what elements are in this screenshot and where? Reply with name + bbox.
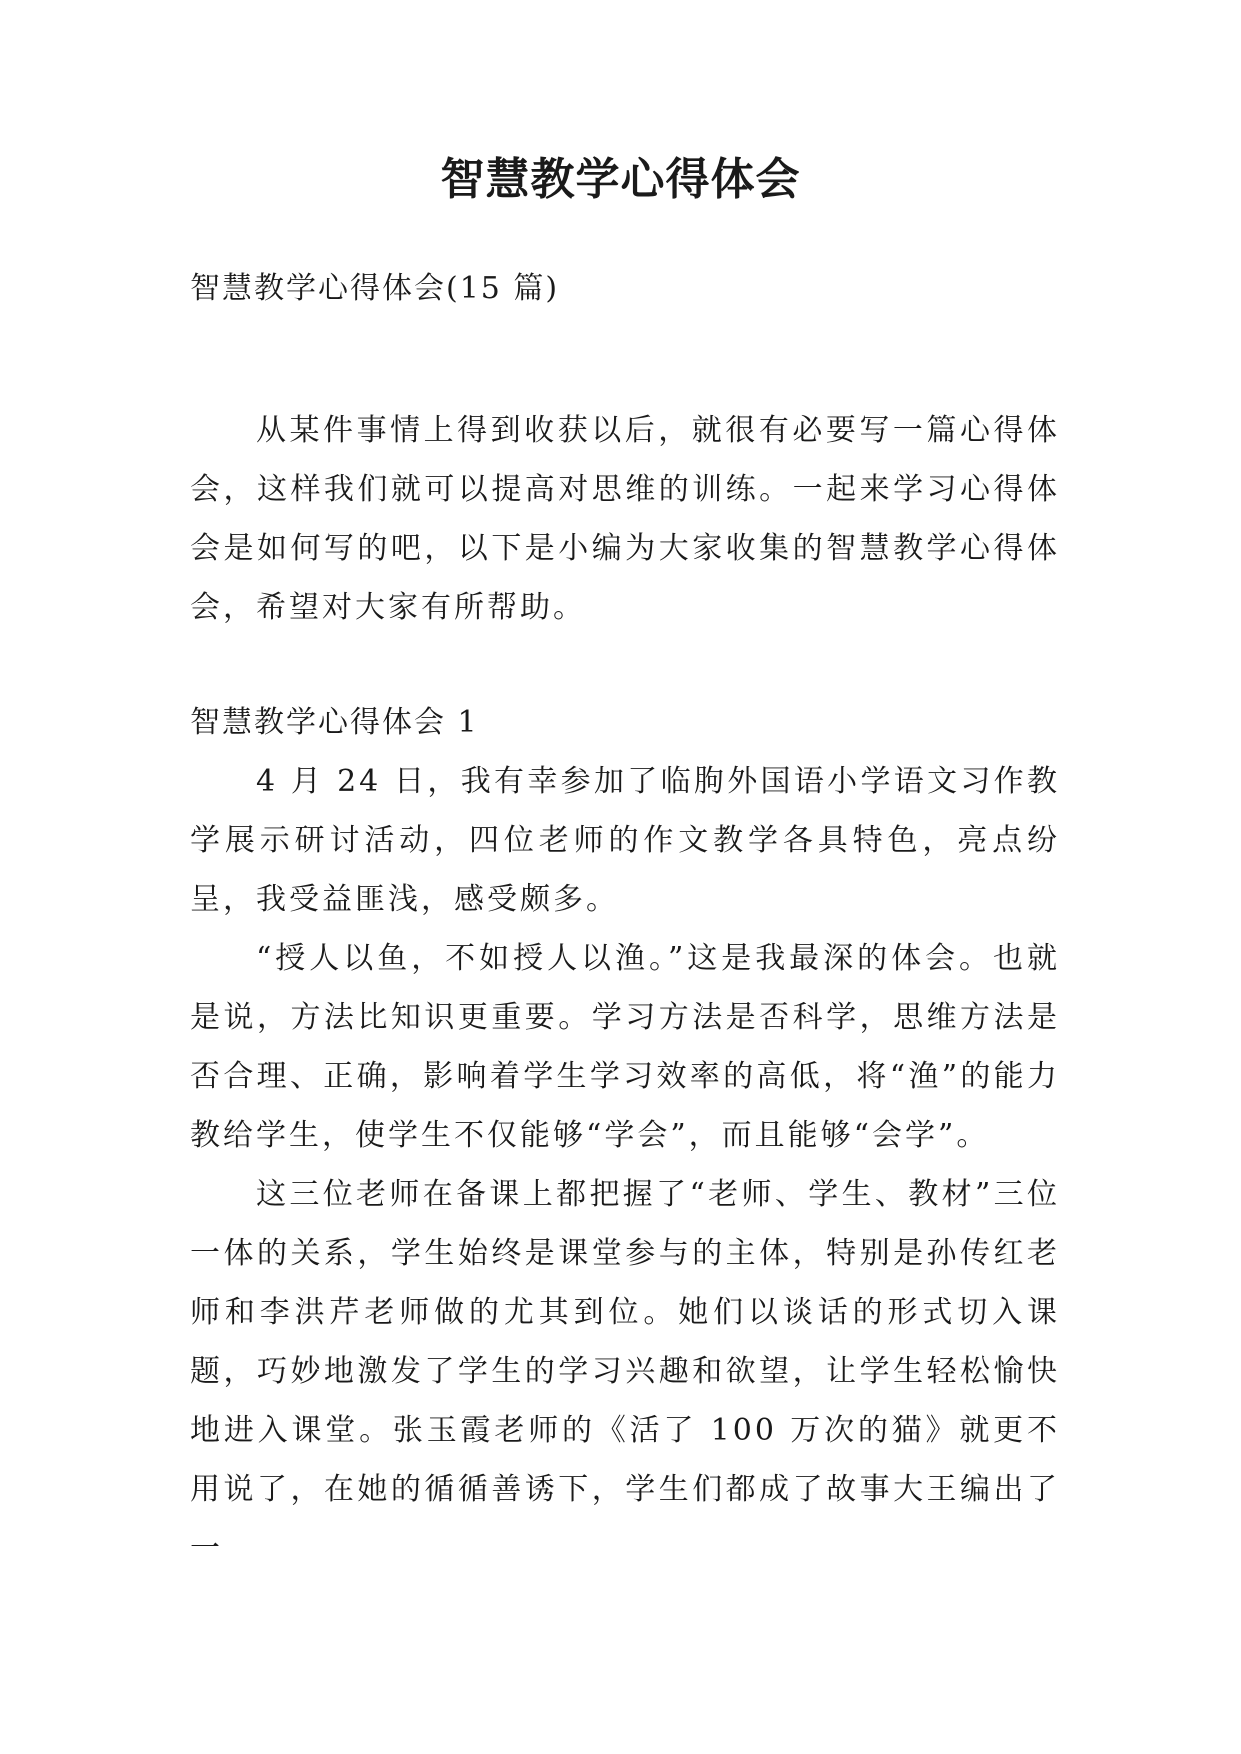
section-paragraph: “授人以鱼，不如授人以渔。”这是我最深的体会。也就是说，方法比知识更重要。学习方法是否科学，思维方法是否合理、正确，影响着学生学习效率的高低，将“渔”的能力教给学生，使学生不仅能够“学会”，而且能够“会学”。 [190,941,1060,1153]
document-title: 智慧教学心得体会 [440,154,801,205]
section-paragraph: 这三位老师在备课上都把握了“老师、学生、教材”三位一体的关系，学生始终是课堂参与的主体，特别是孙传红老师和李洪芹老师做的尤其到位。她们以谈话的形式切入课题，巧妙地激发了学生的学习兴趣和欲望，让学生轻松愉快地进入课堂。张玉霞老师的《活了 100 万次的猫》就更不用说了，在她的循循善诱下，学生们都成了故事大王编出了一 [190,1177,1060,1566]
section-body [190,752,1060,1578]
section-paragraph: 4 月 24 日，我有幸参加了临朐外国语小学语文习作教学展示研讨活动，四位老师的作文教学各具特色，亮点纷呈，我受益匪浅，感受颇多。 [190,764,1060,917]
section-heading: 智慧教学心得体会 1 [190,705,479,740]
intro-section [190,401,1060,637]
document-subtitle: 智慧教学心得体会(15 篇) [190,271,560,306]
intro-paragraph: 从某件事情上得到收获以后，就很有必要写一篇心得体会，这样我们就可以提高对思维的训练。一起来学习心得体会是如何写的吧，以下是小编为大家收集的智慧教学心得体会，希望对大家有所帮助。 [190,413,1060,625]
